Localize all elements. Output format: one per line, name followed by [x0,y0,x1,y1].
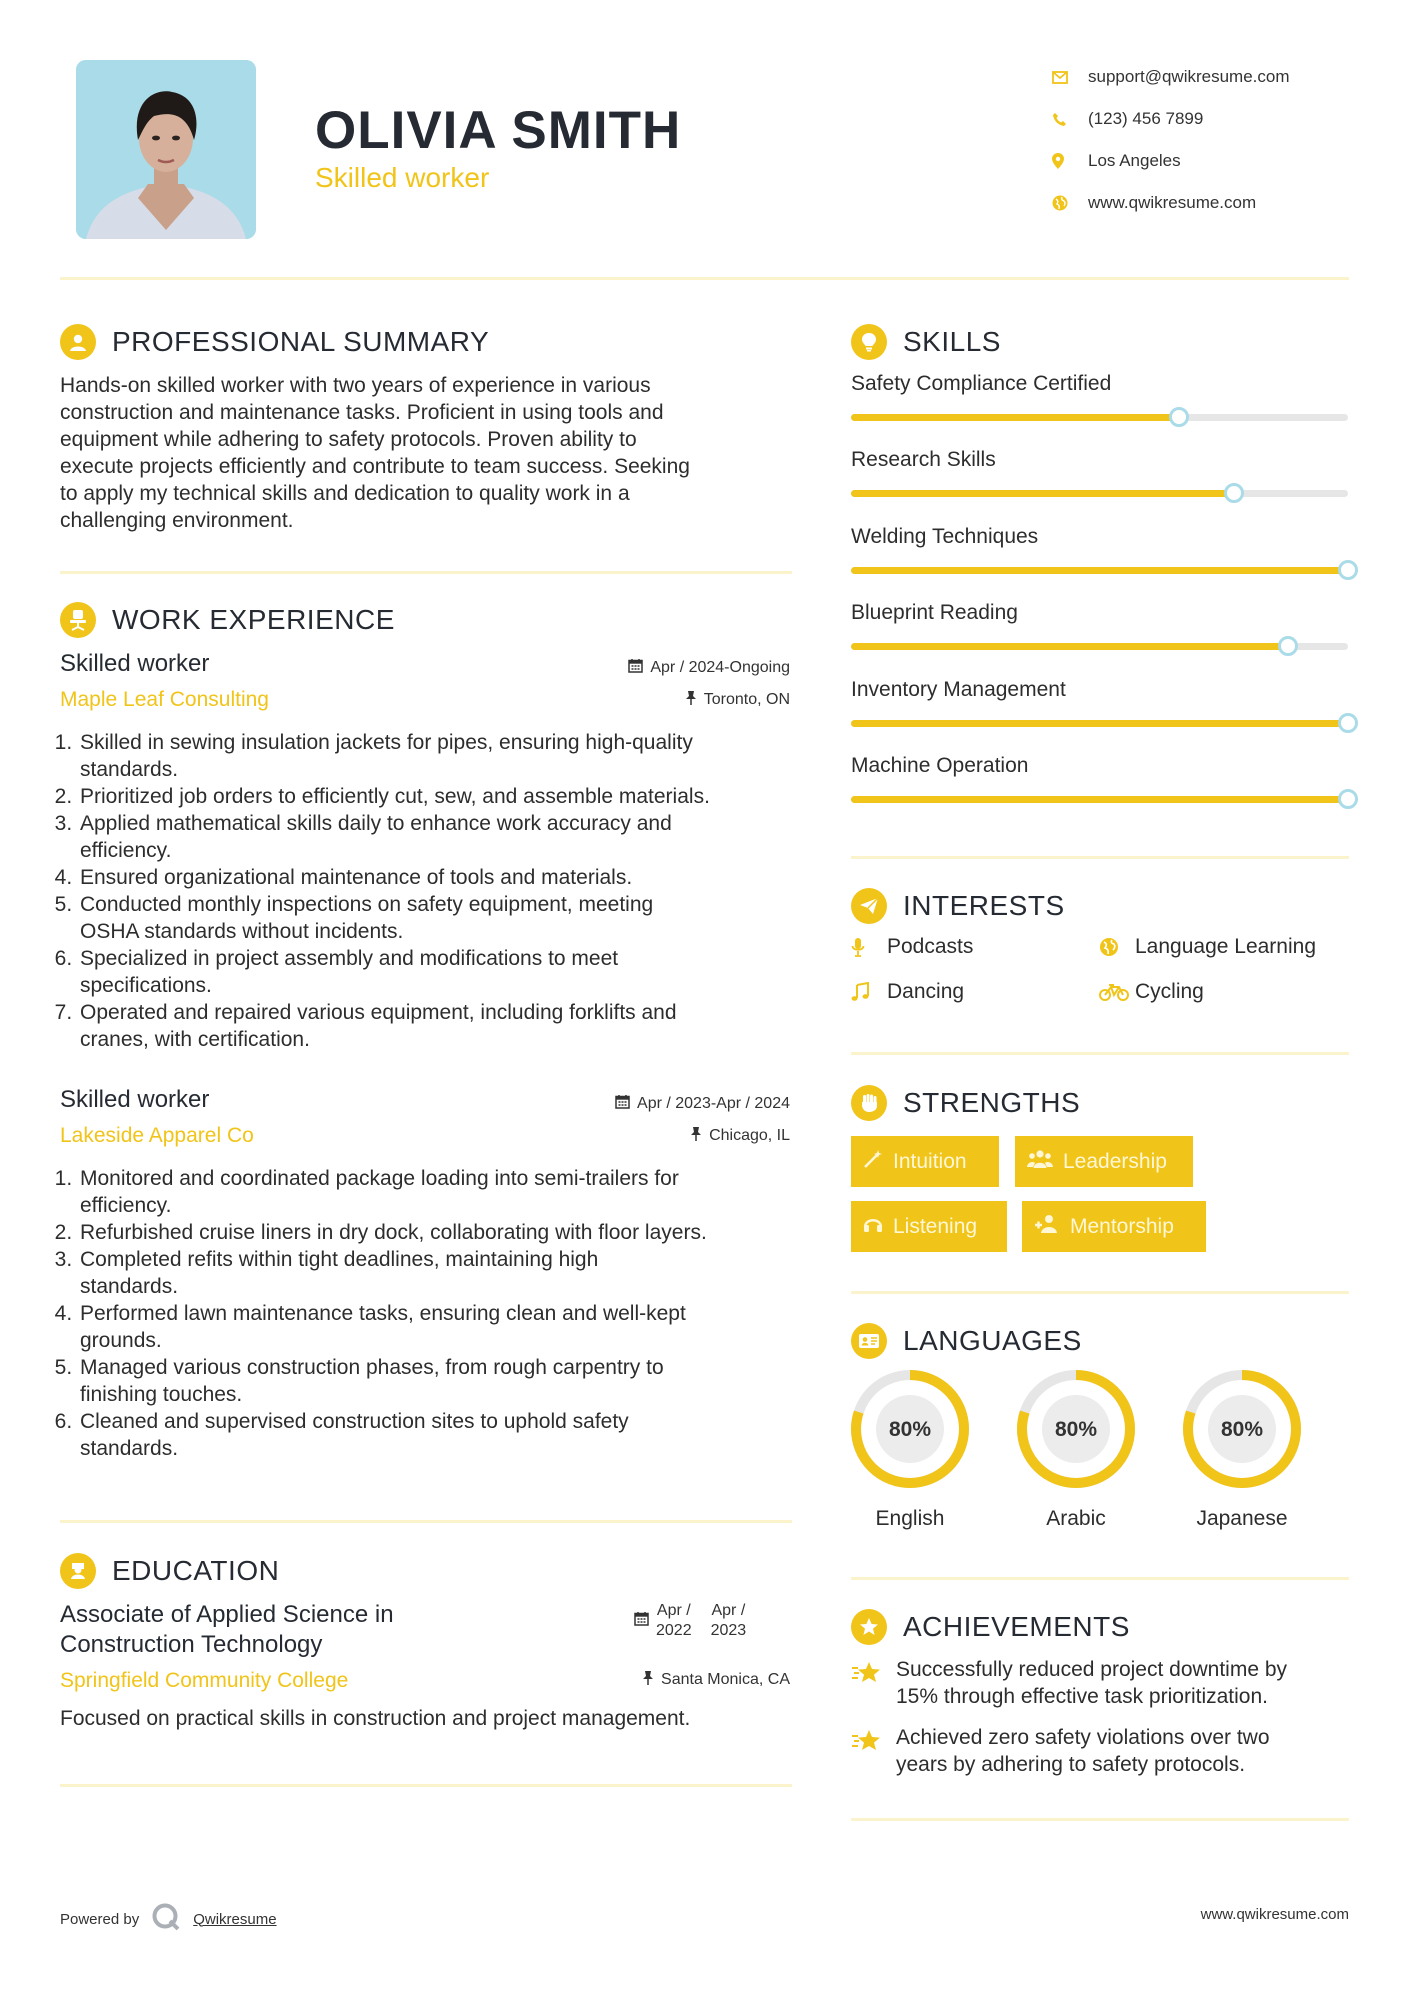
summary-title: PROFESSIONAL SUMMARY [112,326,490,357]
skill-knob [1278,636,1298,656]
contact-email-text: support@qwikresume.com [1088,67,1290,86]
star-icon [851,1656,896,1710]
chair-icon [60,602,96,638]
location-pin-icon [1052,153,1088,169]
skill-track [851,414,1348,421]
list-item: 3. Completed refits within tight deadlines, maintaining high standards. [78,1246,800,1300]
contact-email[interactable] [1052,56,1290,98]
summary-line: equipment while adhering to safety protocols. Proven ability to [60,428,637,451]
strengths-title: STRENGTHS [903,1087,1081,1118]
skill-label: Research Skills [851,448,996,471]
summary-text [60,372,800,534]
graduate-icon [60,1553,96,1589]
skill-fill [851,643,1288,650]
interest-label: Language Learning [1135,935,1317,958]
language-ring [849,1368,971,1490]
contact-phone-text: (123) 456 7899 [1088,109,1204,128]
language-item [1181,1368,1303,1531]
list-item: 2. Prioritized job orders to efficiently cut, sew, and assemble materials. [78,783,800,810]
job-duties [60,729,800,1053]
skill-label: Inventory Management [851,678,1066,701]
degree-title: Associate of Applied Science in Construction Technology [60,1601,394,1658]
interest-label: Podcasts [887,935,974,958]
language-ring [1181,1368,1303,1490]
language-item [1015,1368,1137,1531]
skill-item [851,678,1349,727]
skill-knob [1169,407,1189,427]
contact-location [1052,140,1290,182]
skill-track [851,796,1348,803]
interest-label: Dancing [887,980,965,1003]
footer-branding [60,1902,277,1936]
strength-label: Intuition [893,1149,967,1173]
skill-fill [851,796,1348,803]
globe-icon [1099,937,1129,957]
achievements-title: ACHIEVEMENTS [903,1611,1130,1642]
skill-label: Machine Operation [851,754,1029,777]
list-item: 2. Refurbished cruise liners in dry dock, collaborating with floor layers. [78,1219,800,1246]
contact-website[interactable] [1052,182,1290,224]
interest-item [1099,935,1316,959]
calendar-icon [634,1611,649,1632]
strength-label: Leadership [1063,1149,1167,1173]
skill-item [851,448,1349,497]
achievements-heading [851,1609,1130,1645]
list-item: 4. Performed lawn maintenance tasks, ensuring clean and well-kept grounds. [78,1300,800,1354]
strengths-heading [851,1085,1080,1121]
footer-website[interactable]: www.qwikresume.com [1200,1906,1349,1923]
skill-knob [1224,483,1244,503]
interests-divider [851,1052,1349,1055]
achievement-item [851,1656,1287,1710]
skills-heading [851,324,1001,360]
interest-label: Cycling [1135,980,1204,1003]
job-title: Skilled worker [60,650,210,677]
skill-knob [1338,560,1358,580]
education-divider [60,1784,792,1787]
achievement-text: Successfully reduced project downtime by 15% through effective task prioritization. [896,1658,1288,1708]
skill-item [851,372,1349,421]
education-heading [60,1553,279,1589]
skill-track [851,643,1348,650]
education-date-end: Apr / 2023 [710,1602,747,1639]
strength-label: Listening [893,1214,978,1238]
headphones-icon [863,1214,883,1240]
pushpin-icon [690,1126,702,1146]
strength-chip [851,1201,1007,1252]
strength-label: Mentorship [1070,1214,1174,1238]
mail-icon [1052,71,1088,84]
star-icon [851,1724,896,1778]
skill-item [851,525,1349,574]
skill-knob [1338,789,1358,809]
users-icon [1027,1149,1053,1175]
raised-fist-icon [851,1085,887,1121]
qwikresume-logo-icon [151,1902,181,1936]
language-percent: 80% [1220,1418,1264,1441]
calendar-icon [628,658,643,678]
contact-location-text: Los Angeles [1088,151,1181,170]
summary-divider [60,571,792,574]
list-item: 7. Operated and repaired various equipment, including forklifts and cranes, with certification. [78,999,800,1053]
school-name: Springfield Community College [60,1669,349,1692]
skills-title: SKILLS [903,326,1001,357]
languages-divider [851,1577,1349,1580]
skill-track [851,720,1348,727]
skill-label: Welding Techniques [851,525,1039,548]
interests-heading [851,888,1065,924]
list-item: 1. Monitored and coordinated package loading into semi-trailers for efficiency. [78,1165,800,1219]
skill-fill [851,490,1234,497]
summary-line: Hands-on skilled worker with two years of experience in various [60,374,651,397]
work-title: WORK EXPERIENCE [112,604,395,635]
brand-link[interactable]: Qwikresume [193,1910,277,1928]
work-divider [60,1520,792,1523]
job-title: Skilled worker [60,1086,210,1113]
language-percent: 80% [888,1418,932,1441]
interests-title: INTERESTS [903,890,1065,921]
lightbulb-icon [851,324,887,360]
interest-item [851,980,964,1004]
languages-title: LANGUAGES [903,1325,1082,1356]
list-item: 5. Managed various construction phases, from rough carpentry to finishing touches. [78,1354,800,1408]
powered-by-text: Powered by [60,1910,140,1928]
interest-item [1099,980,1204,1004]
profile-photo [76,60,256,239]
summary-line: challenging environment. [60,509,294,532]
strengths-divider [851,1291,1349,1294]
contact-website-text: www.qwikresume.com [1088,193,1257,212]
candidate-role: Skilled worker [315,162,490,193]
skill-fill [851,720,1348,727]
job-company: Maple Leaf Consulting [60,688,269,711]
job-dates [615,1094,790,1114]
list-item: 1. Skilled in sewing insulation jackets for pipes, ensuring high-quality standards. [78,729,800,783]
job-duties [60,1165,800,1462]
microphone-icon [851,937,881,957]
languages-heading [851,1323,1082,1359]
job-dates-text: Apr / 2023-Apr / 2024 [637,1095,790,1112]
star-badge-icon [851,1609,887,1645]
contact-phone[interactable] [1052,98,1290,140]
list-item: 6. Cleaned and supervised construction sites to uphold safety standards. [78,1408,800,1462]
achievements-divider [851,1818,1349,1821]
list-item: 5. Conducted monthly inspections on safety equipment, meeting OSHA standards without incidents. [78,891,800,945]
education-dates [634,1601,746,1641]
candidate-name: OLIVIA SMITH [315,101,682,160]
strength-chip [1022,1201,1206,1252]
language-name: Arabic [1046,1507,1106,1530]
job-dates-text: Apr / 2024-Ongoing [650,659,790,676]
job-dates [628,658,790,678]
education-location [642,1670,790,1690]
language-item [849,1368,971,1531]
education-location-text: Santa Monica, CA [661,1671,790,1688]
achievement-item [851,1724,1270,1778]
header-divider [60,277,1349,280]
music-note-icon [851,982,881,1002]
skill-fill [851,567,1348,574]
calendar-icon [615,1094,630,1114]
list-item: 4. Ensured organizational maintenance of tools and materials. [78,864,800,891]
work-heading [60,602,395,638]
strength-chip [1015,1136,1193,1187]
language-name: Japanese [1196,1507,1288,1530]
magic-wand-icon [863,1149,883,1175]
skill-label: Safety Compliance Certified [851,372,1112,395]
user-icon [60,324,96,360]
globe-icon [1052,195,1088,211]
skill-item [851,601,1349,650]
paper-plane-icon [851,888,887,924]
job-location-text: Toronto, ON [703,691,790,708]
id-card-icon [851,1323,887,1359]
education-title: EDUCATION [112,1555,280,1586]
skill-track [851,490,1348,497]
skill-label: Blueprint Reading [851,601,1018,624]
summary-line: execute projects efficiently and contribute to team success. Seeking [60,455,690,478]
summary-line: construction and maintenance tasks. Proficient in using tools and [60,401,664,424]
education-description: Focused on practical skills in construction and project management. [60,1707,691,1730]
language-ring [1015,1368,1137,1490]
strength-chip [851,1136,999,1187]
skill-knob [1338,713,1358,733]
user-plus-icon [1034,1214,1060,1240]
pushpin-icon [642,1670,654,1690]
skill-track [851,567,1348,574]
skill-fill [851,414,1179,421]
education-date-start: Apr / 2022 [656,1602,692,1639]
interest-item [851,935,973,959]
job-location-text: Chicago, IL [709,1127,790,1144]
achievement-text: Achieved zero safety violations over two years by adhering to safety protocols. [896,1726,1270,1776]
language-name: English [875,1507,945,1530]
phone-icon [1052,112,1088,127]
list-item: 6. Specialized in project assembly and modifications to meet specifications. [78,945,800,999]
pushpin-icon [685,690,697,710]
contact-list [1052,56,1290,224]
bicycle-icon [1099,983,1129,1001]
language-percent: 80% [1054,1418,1098,1441]
job-company: Lakeside Apparel Co [60,1124,254,1147]
list-item: 3. Applied mathematical skills daily to enhance work accuracy and efficiency. [78,810,800,864]
summary-line: to apply my technical skills and dedication to quality work in a [60,482,630,505]
job-location [685,690,790,710]
summary-heading [60,324,489,360]
skill-item [851,754,1349,803]
job-location [690,1126,790,1146]
skills-divider [851,856,1349,859]
